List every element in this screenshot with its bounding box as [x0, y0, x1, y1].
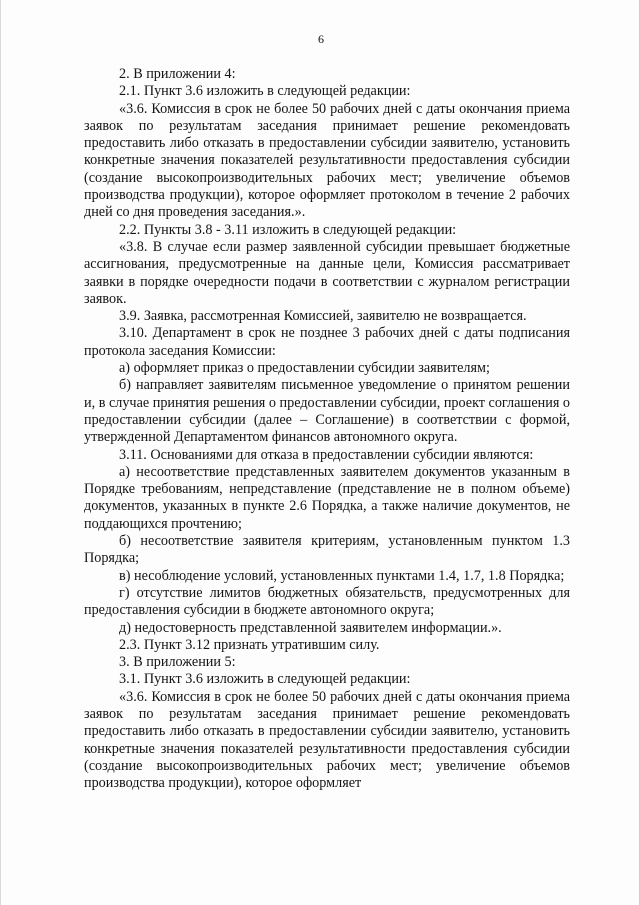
paragraph: 2. В приложении 4: — [119, 66, 236, 82]
paragraph: 2.2. Пункты 3.8 - 3.11 изложить в следующей редакции: — [119, 221, 457, 238]
paragraph: б) несоответствие заявителя критериям, установленным пунктом 1.3 Порядка; — [84, 533, 570, 567]
document-body — [84, 66, 570, 792]
paragraph: 3.1. Пункт 3.6 изложить в следующей редакции: — [119, 671, 411, 688]
paragraph: 2.3. Пункт 3.12 признать утратившим силу. — [119, 636, 380, 653]
paragraph: в) несоблюдение условий, установленных пунктами 1.4, 1.7, 1.8 Порядка; — [119, 567, 565, 584]
paragraph: 2.1. Пункт 3.6 изложить в следующей редакции: — [119, 83, 411, 100]
paragraph: «3.6. Комиссия в срок не более 50 рабочих дней с даты окончания приема заявок по результатам заседания принимает решение рекомендовать предоставить либо отказать в предоставлении субсидии заявителю, установить конкретные значения показателей результативности предоставления субсидии (создание высокопроизводительных рабочих мест; увеличение объемов производства продукции), которое оформляет — [84, 688, 570, 792]
paragraph: 3. В приложении 5: — [119, 654, 236, 671]
paragraph: б) направляет заявителям письменное уведомление о принятом решении и, в случае принятия решения о предоставлении субсидии, проект соглашения о предоставлении субсидии (далее – Соглашение) в соответствии с формой, утвержденной Департаментом финансов автономного округа. — [84, 377, 570, 446]
paragraph: 3.11. Основаниями для отказа в предоставлении субсидии являются: — [119, 446, 534, 463]
paragraph: «3.6. Комиссия в срок не более 50 рабочих дней с даты окончания приема заявок по результатам заседания принимает решение рекомендовать предоставить либо отказать в предоставлении субсидии заявителю, установить конкретные значения показателей результативности предоставления субсидии (создание высокопроизводительных рабочих мест; увеличение объемов производства продукции), которое оформляет протоколом в течение 2 рабочих дней со дня проведения заседания.». — [84, 100, 570, 221]
paragraph: а) оформляет приказ о предоставлении субсидии заявителям; — [119, 360, 490, 377]
paragraph: д) недостоверность представленной заявителем информации.». — [119, 619, 502, 636]
page-number: 6 — [318, 32, 324, 46]
paragraph: г) отсутствие лимитов бюджетных обязательств, предусмотренных для предоставления субсидии в бюджете автономного округа; — [84, 584, 570, 619]
paragraph: а) несоответствие представленных заявителем документов указанным в Порядке требованиям, непредставление (представление не в полном объеме) документов, указанных в пункте 2.6 Порядка, а также наличие документов, не поддающихся прочтению; — [84, 463, 570, 532]
paragraph: 3.9. Заявка, рассмотренная Комиссией, заявителю не возвращается. — [119, 308, 527, 325]
paragraph: 3.10. Департамент в срок не позднее 3 рабочих дней с даты подписания протокола заседания Комиссии: — [84, 325, 570, 359]
paragraph: «3.8. В случае если размер заявленной субсидии превышает бюджетные ассигнования, предусмотренные на данные цели, Комиссия рассматривает заявки в порядке очередности подачи в соответствии с журналом регистрации заявок. — [84, 238, 570, 307]
